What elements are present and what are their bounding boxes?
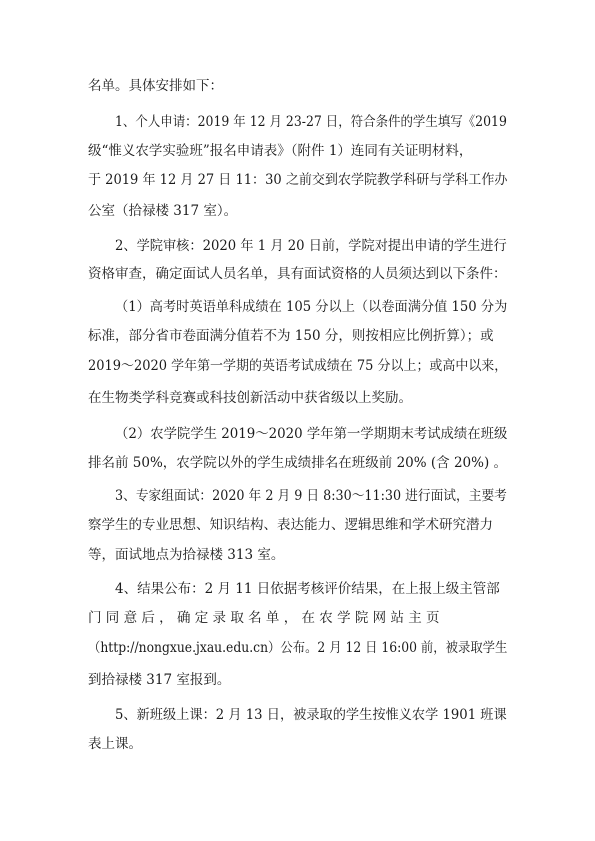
item3-line1: 3、专家组面试：2020 年 2 月 9 日 8:30～11:30 进行面试，主要考 — [115, 488, 507, 504]
item4-line3: （http://nongxue.jxau.edu.cn）公布。2 月 12 日 16:00 前，被录取学生 — [88, 640, 508, 656]
item4-line2: 门 同 意 后 ， 确 定 录 取 名 单 ， 在 农 学 院 网 站 主 页 — [88, 610, 440, 626]
item1-line2: 级“惟义农学实验班”报名申请表》（附件 1）连同有关证明材料， — [88, 143, 473, 159]
item1-line1: 1、个人申请：2019 年 12 月 23-27 日，符合条件的学生填写《2019 — [115, 114, 507, 130]
cond1-line3: 2019～2020 学年第一学期的英语考试成绩在 75 分以上；或高中以来， — [88, 358, 508, 374]
item1-line4: 公室（拾禄楼 317 室）。 — [88, 203, 238, 219]
item3-line2: 察学生的专业思想、知识结构、表达能力、逻辑思维和学术研究潜力 — [88, 517, 493, 533]
item3-line3: 等，面试地点为拾禄楼 313 室。 — [88, 547, 285, 563]
cond2-line1: （2）农学院学生 2019～2020 学年第一学期期末考试成绩在班级 — [115, 426, 508, 442]
cond2-line2: 排名前 50%，农学院以外的学生成绩排名在班级前 20% (含 20%) 。 — [88, 455, 508, 471]
cond1-line4: 在生物类学科竞赛或科技创新活动中获省级以上奖励。 — [88, 390, 412, 406]
intro-line: 名单。具体安排如下： — [88, 78, 223, 94]
item4-line1: 4、结果公布：2 月 11 日依据考核评价结果，在上报上级主管部 — [115, 581, 500, 597]
item5-line1: 5、新班级上课：2 月 13 日，被录取的学生按惟义农学 1901 班课 — [115, 707, 507, 723]
cond1-line2: 标准，部分省市卷面满分值若不为 150 分，则按相应比例折算）；或 — [88, 328, 494, 344]
item4-line4: 到拾禄楼 317 室报到。 — [88, 672, 231, 688]
item2-line2: 资格审查，确定面试人员名单，具有面试资格的人员须达到以下条件： — [88, 266, 507, 282]
item5-line2: 表上课。 — [88, 736, 142, 752]
item1-line3: 于 2019 年 12 月 27 日 11：30 之前交到农学院教学科研与学科工作办 — [88, 172, 508, 188]
item2-line1: 2、学院审核：2020 年 1 月 20 日前，学院对提出申请的学生进行 — [115, 238, 507, 254]
cond1-line1: （1）高考时英语单科成绩在 105 分以上（以卷面满分值 150 分为 — [115, 299, 508, 315]
